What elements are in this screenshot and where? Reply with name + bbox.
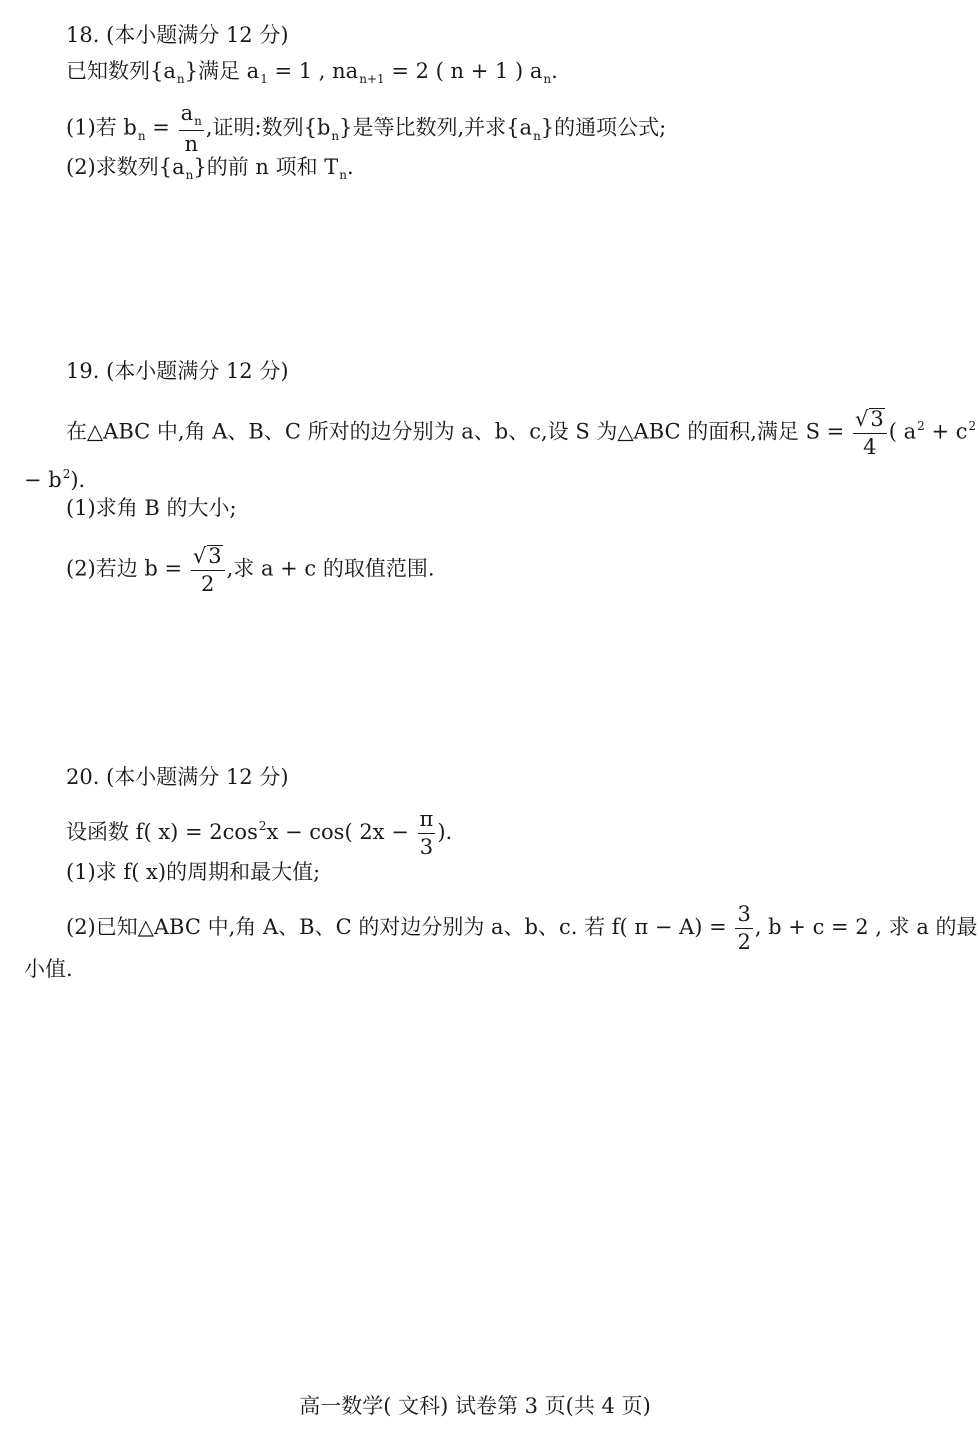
- fraction-sqrt3-over-4: $\frac{√3}{4}$: [853, 408, 887, 458]
- q20-header: 20. (本小题满分 12 分): [66, 765, 289, 789]
- q18-given: 已知数列$\{a_n\}$满足 $a_1 = 1$ , $na_{n+1} = 2$ ( n + 1 ) $a_n$.: [66, 59, 558, 86]
- q19-given: 在△ABC 中,角 A、B、C 所对的边分别为 a、b、c,设 S 为△ABC 的面积,满足 S = $\frac{√3}{4}$ ( $a^2 + c^2$: [66, 407, 977, 459]
- q20-given: 设函数 f( $x) = 2\cos^2x - \cos$( 2x − $\frac{\pi}{3}$ ).: [66, 807, 453, 859]
- q19-part1: (1)求角 B 的大小;: [66, 496, 237, 520]
- q18-part1: (1)若 $b_n$ = $\frac{a_n}{n}$ ,证明:数列$\{b_n\}$是等比数列,并求$\{a_n\}$的通项公式;: [66, 101, 667, 156]
- fraction-sqrt3-over-2: $\frac{√3}{2}$: [191, 545, 225, 595]
- q18-header: 18. (本小题满分 12 分): [66, 23, 289, 47]
- q19-part2: (2)若边 b = $\frac{√3}{2}$ ,求 a + c 的取值范围.: [66, 544, 435, 596]
- q19-given-cont: − $b^2$).: [24, 467, 86, 492]
- q20-part2-cont: 小值.: [24, 957, 73, 981]
- q19-header: 19. (本小题满分 12 分): [66, 359, 289, 383]
- q20-part1: (1)求 f( x)的周期和最大值;: [66, 860, 321, 884]
- q18-part2: (2)求数列$\{a_n\}$的前 n 项和 $T_n$.: [66, 155, 354, 182]
- page-footer: 高一数学( 文科) 试卷第 3 页(共 4 页): [299, 1394, 651, 1418]
- fraction-an-over-n: $\frac{a_n}{n}$: [180, 101, 202, 156]
- q20-part2: (2)已知△ABC 中,角 A、B、C 的对边分别为 a、b、c. 若 f( π − A) = $\frac{3}{2}$ , b + c = 2 , 求 a 的最: [66, 902, 978, 954]
- fraction-3-over-2: $\frac{3}{2}$: [737, 902, 751, 954]
- fraction-pi-over-3: $\frac{\pi}{3}$: [419, 807, 434, 859]
